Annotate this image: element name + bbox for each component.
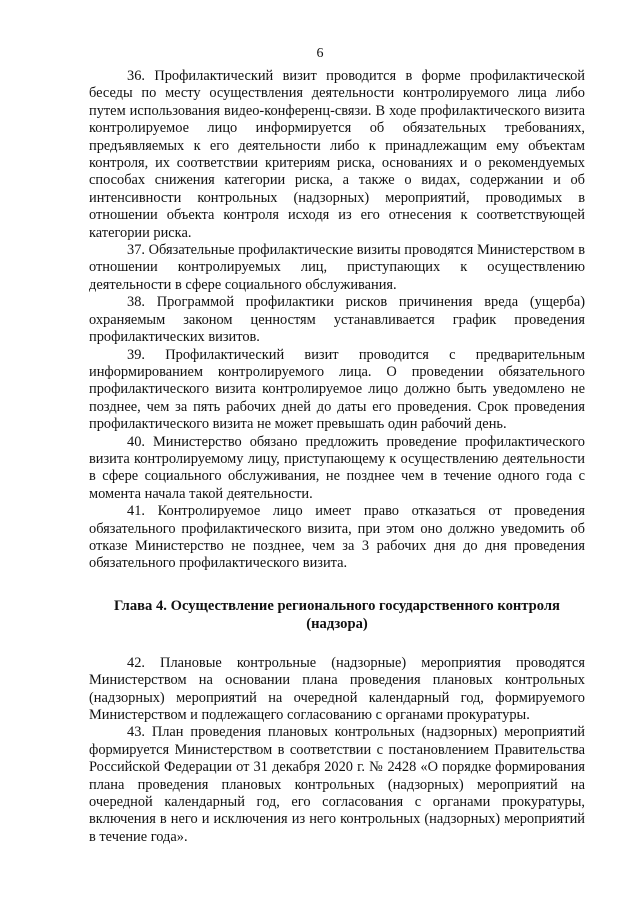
paragraph-37: 37. Обязательные профилактические визиты проводятся Министерством в отношении контролируемых лиц, приступающих к осуществлению деятельности в сфере социального обслуживания.	[89, 242, 585, 293]
paragraph-39: 39. Профилактический визит проводится с предварительным информированием контролируемого лица. О проведении обязательного профилактического визита контролируемое лицо должно быть уведомлено не позднее, чем за пять рабочих дней до даты его проведения. Срок проведения профилактического визита не может превышать один рабочий день.	[89, 346, 585, 433]
paragraph-41: 41. Контролируемое лицо имеет право отказаться от проведения обязательного профилактического визита, при этом оно должно уведомить об отказе Министерство не позднее, чем за 3 рабочих дня до дня проведения обязательного профилактического визита.	[89, 503, 585, 572]
chapter-title: Глава 4. Осуществление регионального государственного контроля (надзора)	[114, 597, 560, 632]
spacer	[89, 633, 585, 655]
paragraph-38: 38. Программой профилактики рисков причинения вреда (ущерба) охраняемым законом ценностям устанавливается график проведения профилактических визитов.	[89, 294, 585, 346]
document-body	[89, 68, 585, 846]
paragraph-43: 43. План проведения плановых контрольных (надзорных) мероприятий формируется Министерством в соответствии с постановлением Правительства Российской Федерации от 31 декабря 2020 г. № 2428 «О порядке формирования плана проведения плановых контрольных (надзорных) мероприятий на очередной календарный год, его согласования с органами прокуратуры, включения в него и исключения из него контрольных (надзорных) мероприятий в течение года».	[89, 724, 585, 845]
paragraph-40: 40. Министерство обязано предложить проведение профилактического визита контролируемому лицу, приступающему к осуществлению деятельности в сфере социального обслуживания, не позднее чем в течение одного года с момента начала такой деятельности.	[89, 433, 585, 502]
paragraph-42: 42. Плановые контрольные (надзорные) мероприятия проводятся Министерством на основании плана проведения плановых контрольных (надзорных) мероприятий на очередной календарный год, формируемого Министерством и подлежащего согласованию с органами прокуратуры.	[89, 654, 585, 723]
page-number: 6	[316, 46, 324, 61]
spacer	[89, 573, 585, 597]
paragraph-36: 36. Профилактический визит проводится в форме профилактической беседы по месту осуществления деятельности контролируемого лица либо путем использования видео-конференц-связи. В ходе профилактического визита контролируемое лицо информируется об обязательных требованиях, предъявляемых к его деятельности либо к принадлежащим ему объектам контроля, их соответствии критериям риска, основаниях и о рекомендуемых способах снижения категории риска, а также о видах, содержании и об интенсивности контрольных (надзорных) мероприятий, проводимых в отношении объекта контроля исходя из его отнесения к соответствующей категории риска.	[89, 68, 585, 241]
